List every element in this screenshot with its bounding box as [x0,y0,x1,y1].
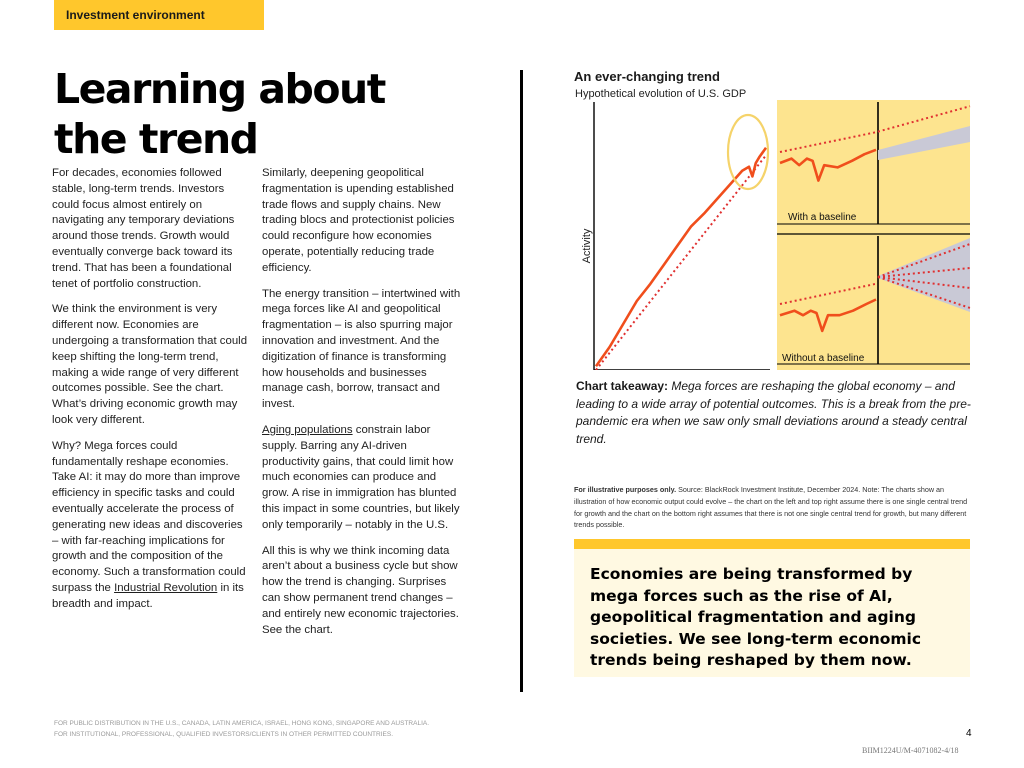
body-column-1 [52,166,248,623]
paragraph: We think the environment is very different now. Economies are undergoing a transformation that could keep shifting the long-term trend, making a wide range of very different outcomes possible. See the chart. What’s driving economic growth may look very different. [52,303,248,426]
pull-quote: Economies are being transformed by mega forces such as the rise of AI, geopolitical fragmentation and aging societies. We see long-term economic trends being reshaped by them now. [590,565,922,669]
quote-accent-bar [574,539,970,549]
paragraph: For decades, economies followed stable, long-term trends. Investors could focus almost entirely on navigating any temporary deviations around those trends. Growth would eventually converge back toward its trend. That has been a foundational tenet of portfolio construction. [52,167,235,290]
title-line-1: Learning about [54,65,385,113]
paragraph: The energy transition – intertwined with mega forces like AI and geopolitical fragmentation – is also spurring major innovation and investment. And the digitization of finance is transforming how households and businesses manage cash, borrow, transact and invest. [262,287,461,411]
title-line-2: the trend [54,115,258,163]
page-title [54,64,474,164]
chart-takeaway: Chart takeaway: Mega forces are reshaping the global economy – and leading to a wide array of potential outcomes. This is a break from the pre-pandemic era when we saw only small deviations around a steady central trend. [576,379,971,446]
paragraph: Why? Mega forces could fundamentally reshape economies. Take AI: it may do more than improve efficiency in specific tasks and could eventually accelerate the process of generating new ideas and discoveries – with far-reaching implications for growth and the composition of the economy. Such a transformation could surpass the Industrial Revolution in its breadth and impact. [52,439,246,610]
industrial-revolution-link[interactable]: Industrial Revolution [114,581,218,594]
chart-subtitle: Hypothetical evolution of U.S. GDP [575,88,747,100]
panel-label-without-baseline: Without a baseline [782,353,865,364]
chart-title: An ever-changing trend [574,69,720,84]
panel-label-with-baseline: With a baseline [788,212,857,223]
paragraph: Aging populations constrain labor supply. Barring any AI-driven productivity gains, that could limit how much economies can produce and grow. A rise in immigration has blunted this impact in some countries, but likely only temporarily – notably in the U.S. [262,423,460,531]
aging-populations-link[interactable]: Aging populations [262,423,353,436]
paragraph: All this is why we think incoming data aren’t about a business cycle but show how the trend is changing. Surprises can show permanent trend changes – and entirely new economic trajectories. See the chart. [262,544,459,636]
main-gdp-line [596,148,766,367]
footer-disclaimer: FOR PUBLIC DISTRIBUTION IN THE U.S., CANADA, LATIN AMERICA, ISRAEL, HONG KONG, SINGAPORE AND AUSTRALIA. FOR INSTITUTIONAL, PROFESSIONAL, QUALIFIED INVESTORS/CLIENTS IN OTHER PERMITTED COUNTRIES. [54,720,430,738]
trend-chart [574,98,972,370]
column-divider [520,70,523,692]
page-number: 4 [966,728,972,739]
chart-source-note: For illustrative purposes only. Source: BlackRock Investment Institute, December 2024. Note: The charts show an illustration of how economic output could evolve – the chart on the left and top right assume there is one single central trend for growth and the chart on the bottom right assumes that there is not one single central trend for growth, but many different trends possible. [574,485,968,530]
document-id: BIIM1224U/M-4071082-4/18 [862,746,959,755]
body-column-2 [262,166,466,648]
paragraph: Similarly, deepening geopolitical fragmentation is upending established trade flows and supply chains. New trading blocs and protectionist policies could reconfigure how economies operate, potentially reducing trade efficiency. [262,167,455,274]
section-tag: Investment environment [54,0,264,30]
y-axis-label: Activity [581,228,593,264]
